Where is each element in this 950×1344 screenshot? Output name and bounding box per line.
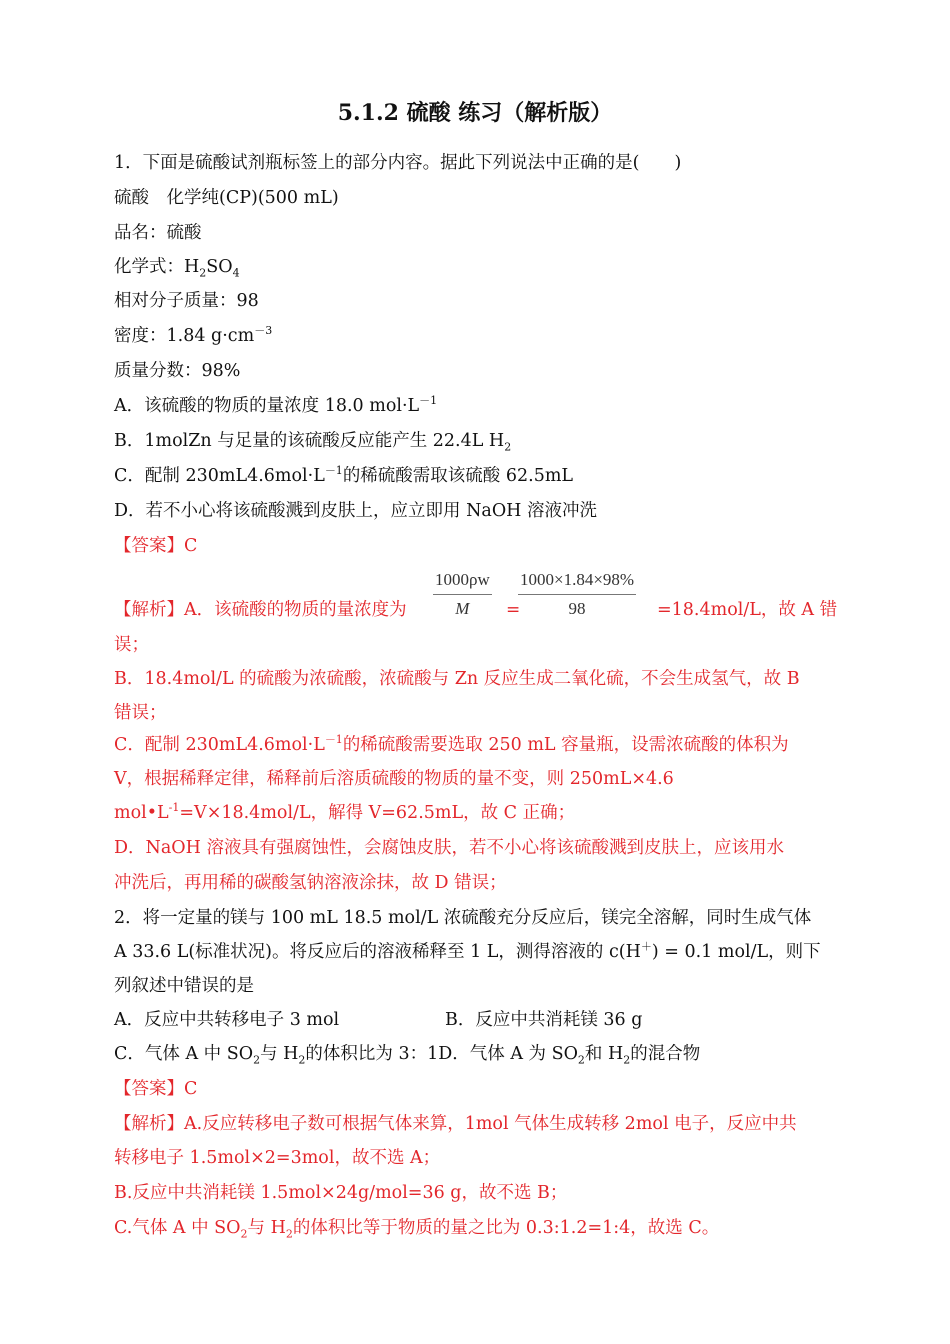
question-line — [114, 1042, 700, 1066]
question-line — [114, 289, 259, 313]
text-segment: 的体积比为 3：1D．气体 A 为 SO — [305, 1044, 578, 1064]
text-segment: 2 — [253, 1053, 261, 1067]
answer-line — [114, 1181, 567, 1205]
text-segment: 冲洗后，再用稀的碳酸氢钠溶液涂抹，故 D 错误； — [114, 873, 507, 893]
text-segment: 转移电子 1.5mol×2=3mol，故不选 A； — [114, 1148, 441, 1168]
question-line — [114, 324, 272, 348]
question-line — [114, 221, 202, 245]
answer-line — [114, 701, 167, 725]
text-segment: B.反应中共消耗镁 1.5mol×24g/mol=36 g，故不选 B； — [114, 1183, 568, 1203]
text-segment: ＋ — [640, 940, 652, 954]
text-segment: C．配制 230mL4.6mol·L — [114, 735, 325, 755]
answer-line — [114, 598, 407, 622]
answer-line — [114, 767, 674, 791]
text-segment: 错误； — [114, 703, 167, 723]
formula-numerator: 1000ρw — [433, 570, 492, 595]
text-segment: －1 — [324, 733, 343, 747]
text-segment: 【答案】C — [114, 536, 198, 556]
question-line — [114, 464, 573, 488]
answer-line — [114, 1112, 797, 1136]
question-line — [114, 429, 511, 453]
formula-numerator: 1000×1.84×98% — [518, 570, 636, 595]
option-column-2 — [445, 1008, 642, 1032]
text-segment: B．1molZn 与足量的该硫酸反应能产生 22.4L H — [114, 431, 505, 451]
text-segment: －1 — [324, 464, 343, 478]
text-segment: 硫酸 化学纯(CP)(500 mL) — [114, 188, 339, 208]
text-segment: A．反应中共转移电子 3 mol — [114, 1010, 340, 1030]
text-segment: 2．将一定量的镁与 100 mL 18.5 mol/L 浓硫酸充分反应后，镁完全溶解，同时生成气体 — [114, 908, 812, 928]
text-segment: 2 — [285, 1227, 293, 1241]
text-segment: 相对分子质量：98 — [114, 291, 259, 311]
answer-line — [114, 633, 149, 657]
text-segment: 1．下面是硫酸试剂瓶标签上的部分内容。据此下列说法中正确的是( ) — [114, 153, 682, 173]
formula-equals: = — [506, 600, 521, 620]
question-line — [114, 499, 597, 523]
text-segment: 的体积比等于物质的量之比为 0.3:1.2=1:4，故选 C。 — [292, 1218, 720, 1238]
text-segment: 质量分数：98% — [114, 361, 241, 381]
text-segment: 化学式：H — [114, 257, 200, 277]
text-segment: 密度：1.84 g·cm — [114, 326, 255, 346]
question-line — [114, 940, 821, 964]
text-segment: 2 — [623, 1053, 631, 1067]
question-line — [114, 359, 240, 383]
text-segment: B．18.4mol/L 的硫酸为浓硫酸，浓硫酸与 Zn 反应生成二氧化硫，不会生成氢气，故 B — [114, 669, 800, 689]
text-segment: D．若不小心将该硫酸溅到皮肤上，应立即用 NaOH 溶液冲洗 — [114, 501, 598, 521]
text-segment: 列叙述中错误的是 — [114, 976, 254, 996]
formula-fraction-2 — [518, 570, 636, 619]
answer-line — [114, 801, 575, 825]
text-segment: 【解析】A．该硫酸的物质的量浓度为 — [114, 600, 407, 620]
question-line — [114, 906, 811, 930]
answer-line — [114, 534, 197, 558]
answer-line — [114, 1077, 197, 1101]
text-segment: D．NaOH 溶液具有强腐蚀性，会腐蚀皮肤，若不小心将该硫酸溅到皮肤上，应该用水 — [114, 838, 784, 858]
text-segment: 的稀硫酸需取该硫酸 62.5mL — [342, 466, 574, 486]
text-segment: V，根据稀释定律，稀释前后溶质硫酸的物质的量不变，则 250mL×4.6 — [114, 769, 674, 789]
text-segment: 2 — [199, 266, 207, 280]
text-segment: 2 — [298, 1053, 306, 1067]
text-segment: SO — [206, 257, 233, 277]
text-segment: =V×18.4mol/L，解得 V=62.5mL，故 C 正确； — [179, 803, 576, 823]
question-line — [114, 255, 240, 279]
text-segment: 和 H — [584, 1044, 624, 1064]
text-segment: A 33.6 L(标准状况)。将反应后的溶液稀释至 1 L，测得溶液的 c(H — [114, 942, 641, 962]
question-line — [114, 394, 437, 418]
document-title: 5.1.2 硫酸 练习（解析版） — [337, 100, 613, 126]
text-segment: ) = 0.1 mol/L，则下 — [651, 942, 821, 962]
formula-denominator: M — [455, 599, 470, 618]
text-segment: －1 — [419, 394, 438, 408]
question-line — [114, 1008, 643, 1032]
text-segment: B．反应中共消耗镁 36 g — [445, 1010, 643, 1030]
text-segment: 的混合物 — [630, 1044, 701, 1064]
text-segment: 与 H — [260, 1044, 299, 1064]
text-segment: 误； — [114, 635, 149, 655]
text-segment: 【答案】C — [114, 1079, 198, 1099]
text-segment: 2 — [504, 440, 512, 454]
text-segment: 的稀硫酸需要选取 250 mL 容量瓶，设需浓硫酸的体积为 — [342, 735, 789, 755]
answer-line — [114, 733, 789, 757]
text-segment: A．该硫酸的物质的量浓度 18.0 mol·L — [114, 396, 420, 416]
formula-denominator: 98 — [568, 599, 586, 618]
text-segment: 品名：硫酸 — [114, 223, 202, 243]
text-segment: 4 — [232, 266, 240, 280]
answer-line — [114, 836, 784, 860]
text-segment: 【解析】A.反应转移电子数可根据气体来算，1mol 气体生成转移 2mol 电子，反应中共 — [114, 1114, 797, 1134]
question-line — [114, 151, 681, 175]
question-line — [114, 186, 339, 210]
formula-fraction-1 — [433, 570, 492, 619]
text-segment: C．配制 230mL4.6mol·L — [114, 466, 325, 486]
text-segment: －3 — [254, 324, 273, 338]
text-segment: mol•L — [114, 803, 169, 823]
question-line — [114, 974, 254, 998]
answer-line — [114, 1216, 719, 1240]
answer-line — [114, 667, 800, 691]
text-segment: C．气体 A 中 SO — [114, 1044, 254, 1064]
text-segment: 2 — [240, 1227, 248, 1241]
text-segment: -1 — [168, 801, 180, 815]
text-segment: 2 — [577, 1053, 585, 1067]
text-segment: C.气体 A 中 SO — [114, 1218, 241, 1238]
answer-line — [114, 1146, 440, 1170]
formula-result: =18.4mol/L，故 A 错 — [657, 600, 838, 620]
text-segment: 与 H — [247, 1218, 286, 1238]
answer-line — [114, 871, 507, 895]
